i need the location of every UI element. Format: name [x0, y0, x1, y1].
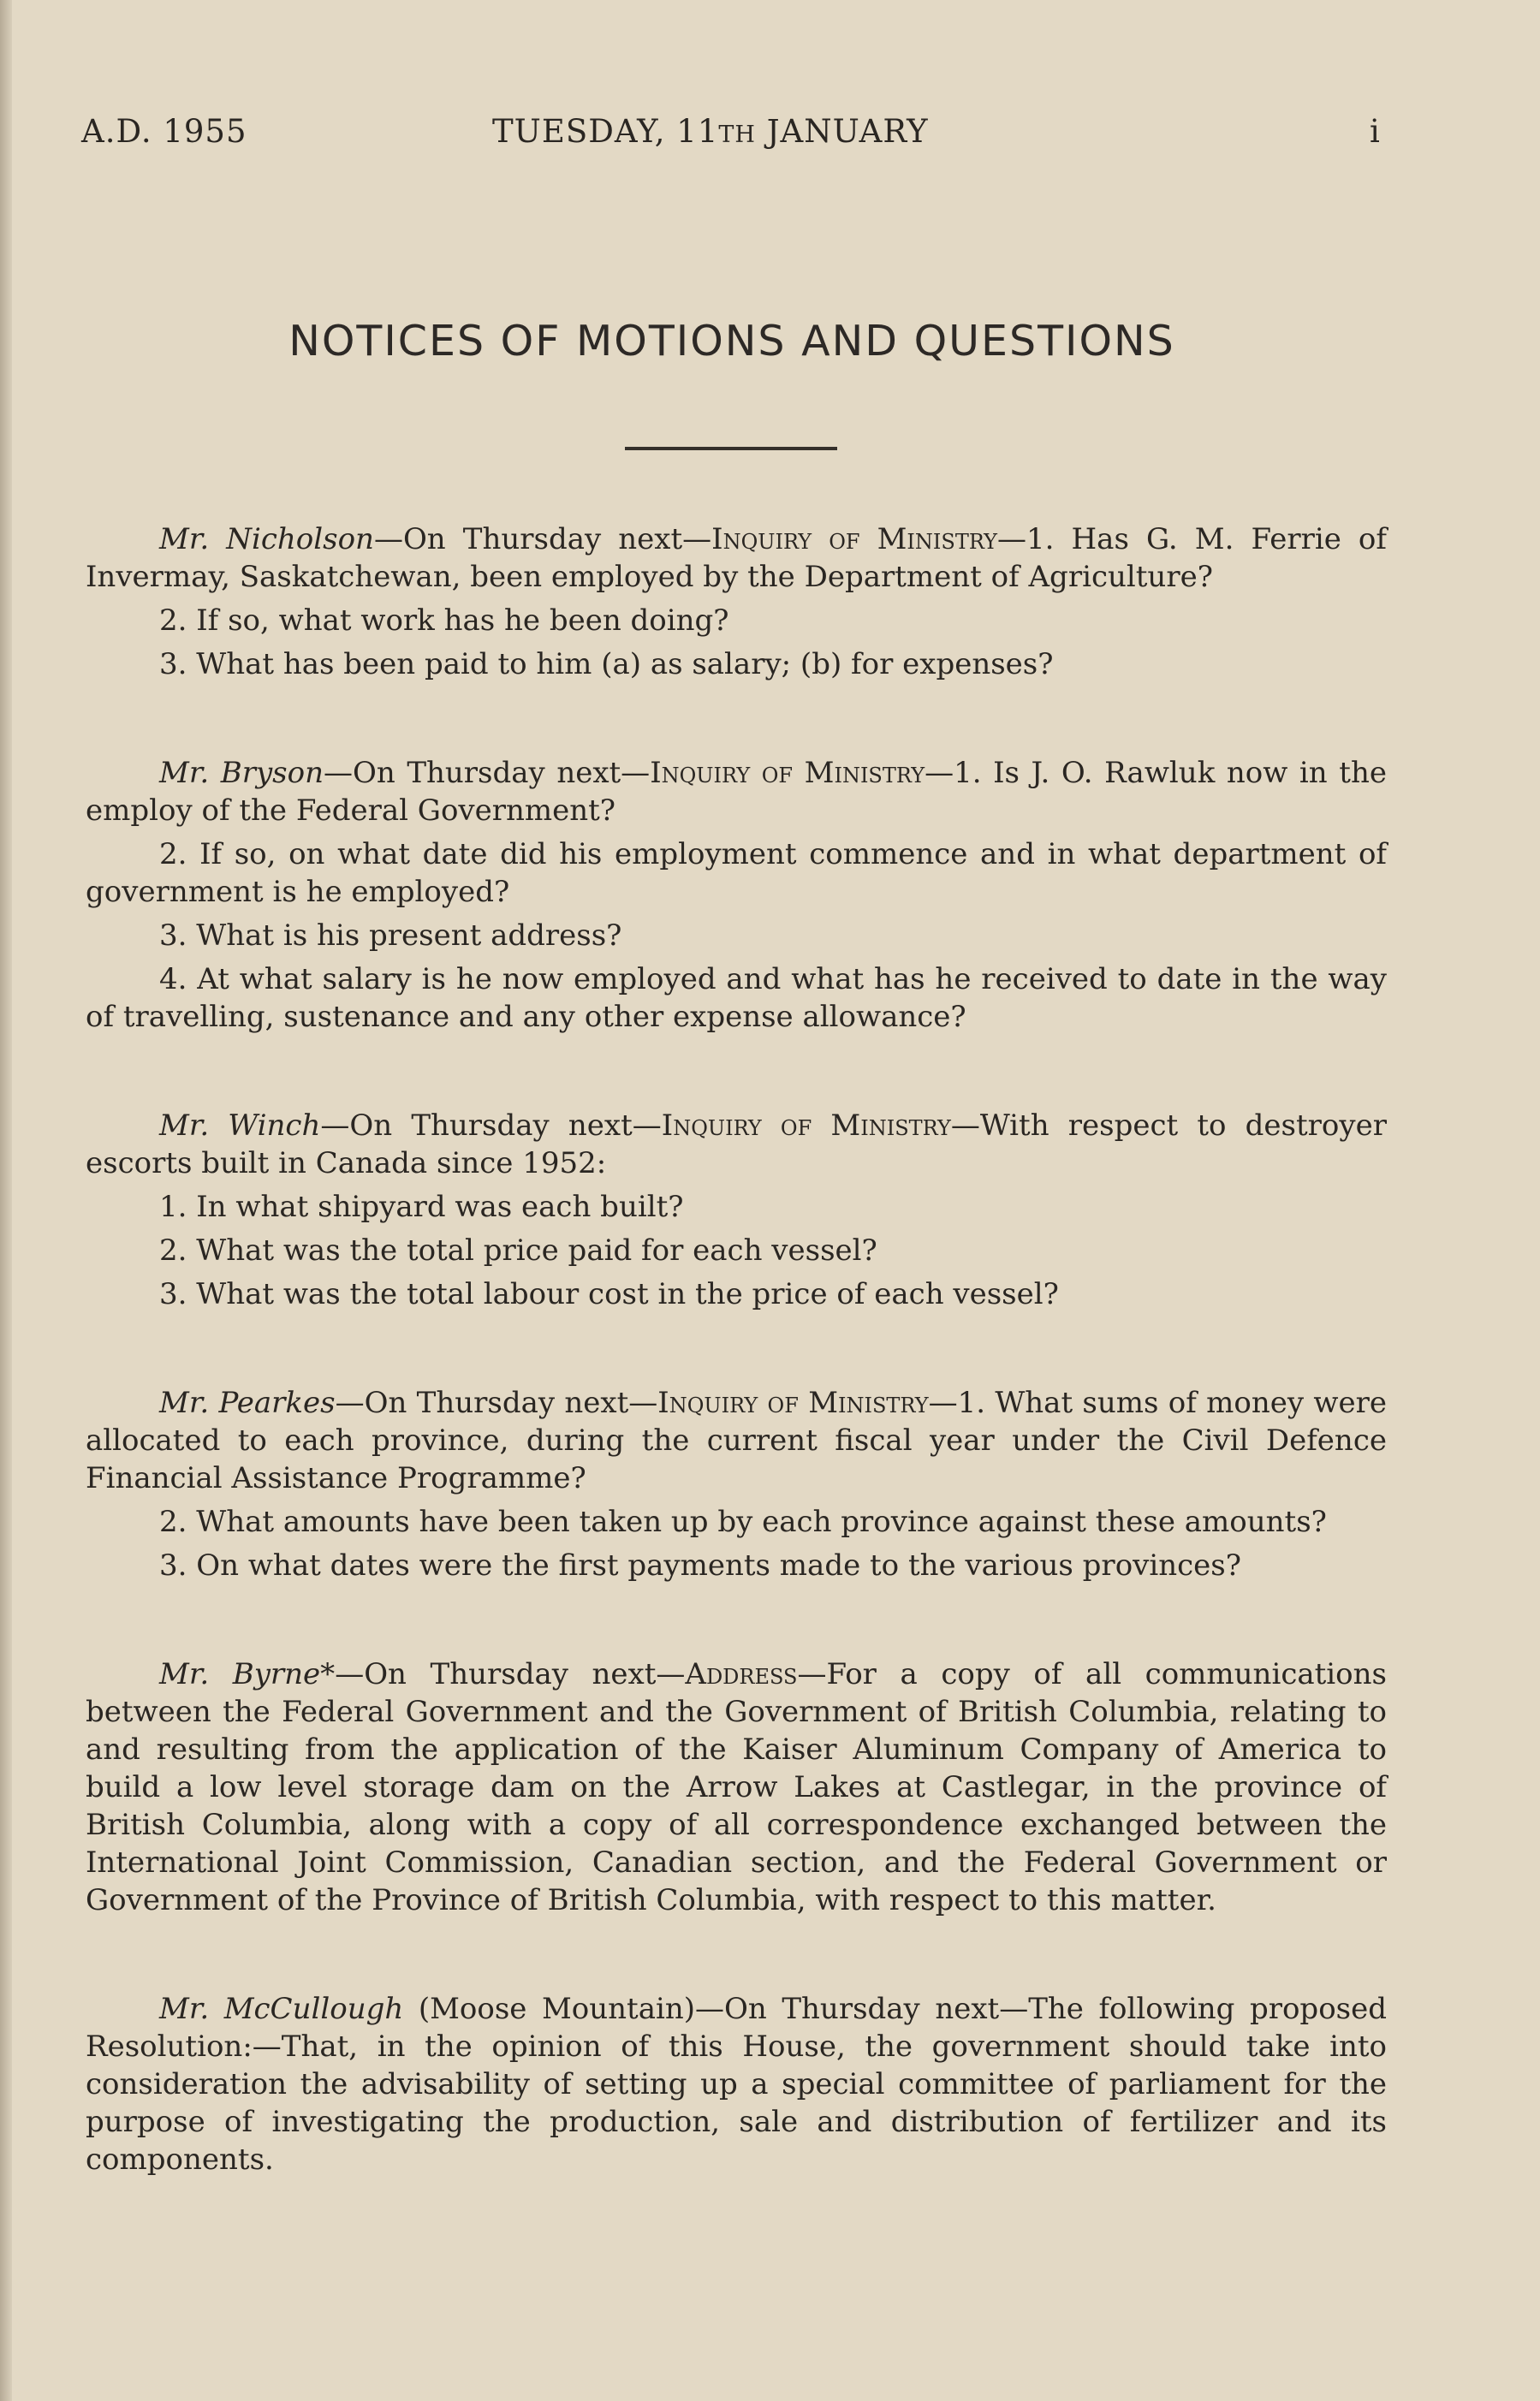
notice-mccullough	[86, 1990, 1387, 2178]
notice-text: 1. Is J. O. Rawluk now in the employ of the Federal Government?	[86, 756, 1387, 828]
notice-text: 1. Has G. M. Ferrie of Invermay, Saskatchewan, been employed by the Department of Agriculture?	[86, 522, 1387, 594]
notices-body	[86, 520, 1387, 2249]
notice-when: —On Thursday next—	[373, 522, 712, 556]
notice-sep: —	[997, 522, 1027, 556]
member-riding: (Moose Mountain)	[403, 1992, 696, 2026]
date-month: JANUARY	[755, 113, 929, 150]
notice-when: —On Thursday next—	[695, 1992, 1029, 2026]
notice-when: —On Thursday next—	[320, 1108, 662, 1143]
notice-text: That, in the opinion of this House, the government should take into consideration the advisability of setting up a special committee of parliament for the purpose of investigating the production, sale and distribution of fertilizer and its components.	[86, 2030, 1387, 2177]
notice-item: 3. What was the total labour cost in the price of each vessel?	[159, 1277, 1059, 1311]
notice-sep: —	[797, 1657, 827, 1691]
notice-lead	[86, 1655, 1387, 1919]
notice-lead	[86, 520, 1387, 596]
notice-item: 2. If so, on what date did his employment commence and in what department of government is he employed?	[86, 837, 1387, 909]
notice-item: 3. What is his present address?	[159, 918, 622, 953]
notice-nicholson	[86, 520, 1387, 683]
notice-item: 2. What was the total price paid for each vessel?	[159, 1233, 877, 1268]
notice-pearkes	[86, 1384, 1387, 1584]
member-name: Mr. Bryson	[159, 756, 324, 790]
date-day: TUESDAY, 11	[492, 113, 719, 150]
notice-type: Inquiry of Ministry	[661, 1108, 951, 1143]
notice-when: —On Thursday next—	[323, 756, 651, 790]
notice-lead	[86, 1107, 1387, 1182]
notice-sep: —	[928, 1386, 958, 1420]
notice-sep: —	[925, 756, 954, 790]
notice-text: With respect to destroyer escorts built in Canada since 1952:	[86, 1108, 1387, 1180]
member-name: Mr. Pearkes	[159, 1386, 336, 1420]
member-name: Mr. Byrne*	[159, 1657, 336, 1691]
notice-type: Inquiry of Ministry	[650, 756, 925, 790]
notice-type: The following proposed Resolution:	[86, 1992, 1387, 2064]
notice-item: 2. If so, what work has he been doing?	[159, 603, 729, 638]
notice-lead	[86, 1384, 1387, 1497]
notice-type: Address	[685, 1657, 798, 1691]
notice-winch	[86, 1107, 1387, 1313]
notice-sep: —	[252, 2030, 282, 2064]
notice-item: 4. At what salary is he now employed and what has he received to date in the way of travelling, sustenance and any other expense allowance?	[86, 962, 1387, 1034]
page-title: NOTICES OF MOTIONS AND QUESTIONS	[288, 317, 1175, 365]
notice-when: —On Thursday next—	[335, 1657, 686, 1691]
notice-sep: —	[950, 1108, 980, 1143]
notice-lead	[86, 1990, 1387, 2178]
date-ordinal: TH	[718, 122, 756, 148]
notice-text: 1. What sums of money were allocated to each province, during the current fiscal year under the Civil Defence Financial Assistance Programme?	[86, 1386, 1387, 1495]
notice-type: Inquiry of Ministry	[711, 522, 998, 556]
notice-item: 1. In what shipyard was each built?	[159, 1190, 684, 1224]
title-rule	[625, 447, 837, 450]
date-label	[492, 113, 929, 150]
notice-type: Inquiry of Ministry	[657, 1386, 929, 1420]
notice-text: For a copy of all communications between the Federal Government and the Government of British Columbia, relating to and resulting from the application of the Kaiser Aluminum Company of America to build a low level storage dam on the Arrow Lakes at Castlegar, in the province of British Columbia, along with a copy of all correspondence exchanged between the International Joint Commission, Canadian section, and the Federal Government or Government of the Province of British Columbia, with respect to this matter.	[86, 1657, 1387, 1917]
page-number: i	[1370, 113, 1381, 150]
notice-byrne	[86, 1655, 1387, 1919]
member-name: Mr. Winch	[159, 1108, 321, 1143]
notice-when: —On Thursday next—	[335, 1386, 658, 1420]
notice-item: 2. What amounts have been taken up by each province against these amounts?	[159, 1505, 1327, 1539]
year-label: A.D. 1955	[81, 113, 247, 150]
member-name: Mr. Nicholson	[159, 522, 374, 556]
notice-bryson	[86, 754, 1387, 1036]
member-name: Mr. McCullough	[159, 1992, 404, 2026]
notice-item: 3. What has been paid to him (a) as salary; (b) for expenses?	[159, 647, 1054, 681]
notice-item: 3. On what dates were the first payments made to the various provinces?	[159, 1548, 1241, 1583]
notice-lead	[86, 754, 1387, 829]
